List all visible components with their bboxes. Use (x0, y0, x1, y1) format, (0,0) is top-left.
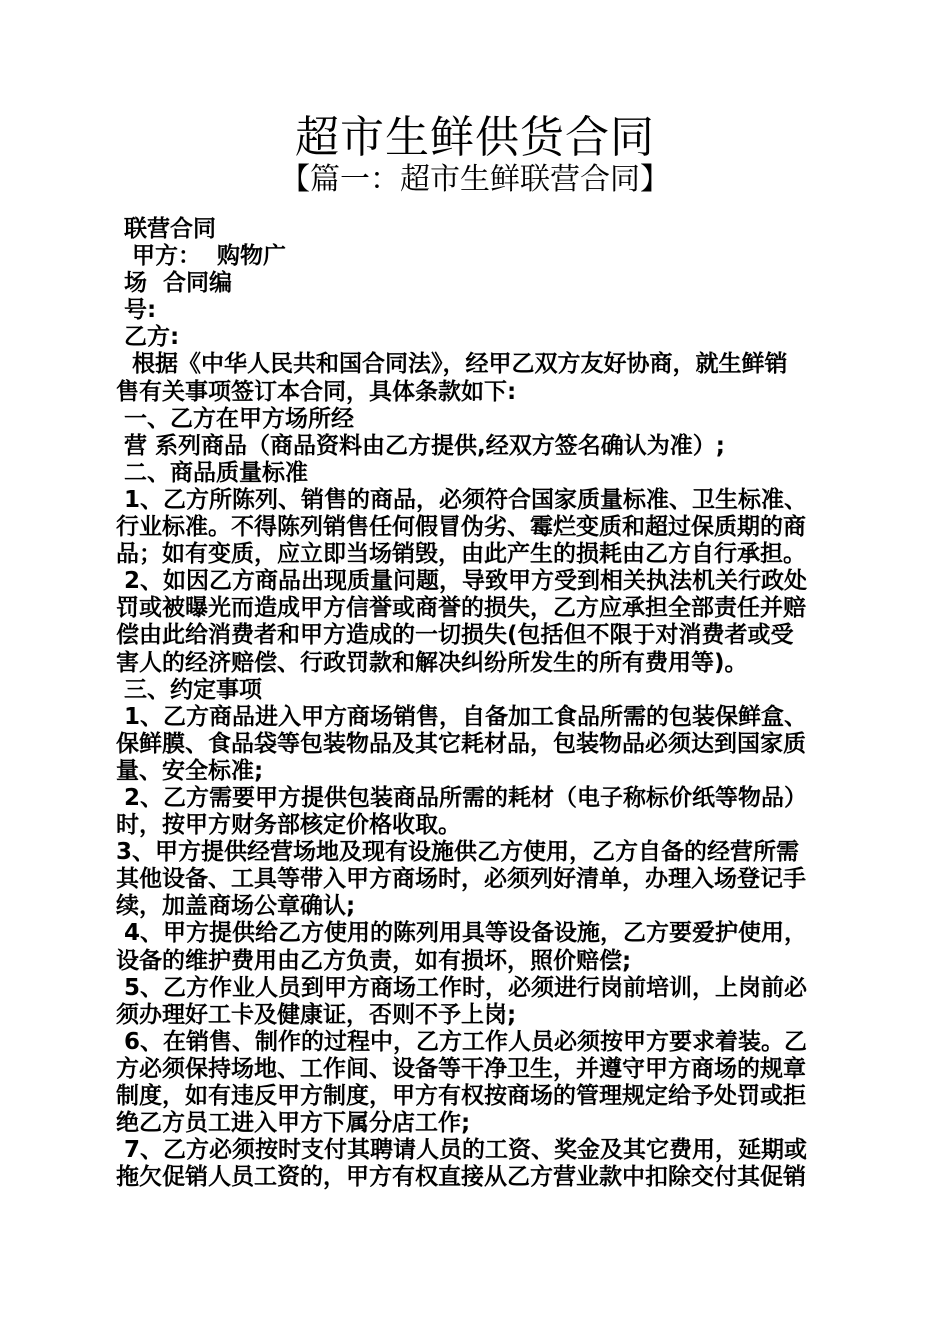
body-line: 售有关事项签订本合同，具体条款如下: (116, 378, 517, 405)
body-line: 一、乙方在甲方场所经 (116, 405, 355, 432)
body-line: 制度，如有违反甲方制度，甲方有权按商场的管理规定给予处罚或拒 (116, 1083, 806, 1109)
document-title: 超市生鲜供货合同 (295, 112, 655, 163)
body-line: 乙方: (116, 324, 180, 351)
body-line: 时，按甲方财务部核定价格收取。 (116, 812, 461, 839)
body-line: 2、如因乙方商品出现质量问题，导致甲方受到相关执法机关行政处 (116, 568, 808, 595)
body-line: 方必须保持场地、工作间、设备等干净卫生，并遵守甲方商场的规章 (116, 1055, 806, 1082)
body-line: 设备的维护费用由乙方负责，如有损坏，照价赔偿; (116, 947, 632, 974)
body-line: 6、在销售、制作的过程中，乙方工作人员必须按甲方要求着装。乙 (116, 1028, 808, 1055)
body-line: 联营合同 (116, 216, 217, 242)
body-line: 保鲜膜、食品袋等包装物品及其它耗材品，包装物品必须达到国家质 (116, 730, 806, 757)
body-line: 绝乙方员工进入甲方下属分店工作; (116, 1110, 471, 1137)
body-line: 5、乙方作业人员到甲方商场工作时，必须进行岗前培训，上岗前必 (116, 974, 808, 1001)
body-line: 甲方： 购物广 (116, 243, 287, 270)
body-line: 偿由此给消费者和甲方造成的一切损失(包括但不限于对消费者或受 (116, 622, 794, 649)
document-subtitle: 【篇一：超市生鲜联营合同】 (280, 162, 670, 197)
body-line: 拖欠促销人员工资的，甲方有权直接从乙方营业款中扣除交付其促销 (116, 1164, 806, 1191)
body-line: 害人的经济赔偿、行政罚款和解决纠纷所发生的所有费用等)。 (116, 649, 748, 676)
body-line: 场 合同编 (116, 270, 233, 297)
body-line: 行业标准。不得陈列销售任何假冒伪劣、霉烂变质和超过保质期的商 (116, 514, 806, 541)
body-line: 罚或被曝光而造成甲方信誉或商誉的损失，乙方应承担全部责任并赔 (116, 595, 806, 622)
body-line: 根据《中华人民共和国合同法》，经甲乙双方友好协商，就生鲜销 (116, 351, 788, 378)
body-line: 2、乙方需要甲方提供包装商品所需的耗材（电子称标价纸等物品） (116, 784, 808, 811)
body-line: 品；如有变质，应立即当场销毁，由此产生的损耗由乙方自行承担。 (116, 541, 806, 568)
body-line: 续，加盖商场公章确认; (116, 893, 356, 920)
body-line: 1、乙方所陈列、销售的商品，必须符合国家质量标准、卫生标准、 (116, 486, 808, 513)
body-line: 4、甲方提供给乙方使用的陈列用具等设备设施，乙方要爱护使用， (116, 920, 808, 947)
body-line: 号: (116, 297, 157, 324)
body-line: 1、乙方商品进入甲方商场销售，自备加工食品所需的包装保鲜盒、 (116, 703, 808, 730)
body-line: 量、安全标准; (116, 757, 264, 784)
body-line: 二、商品质量标准 (116, 459, 309, 486)
body-line: 3、甲方提供经营场地及现有设施供乙方使用，乙方自备的经营所需 (116, 839, 800, 866)
body-line: 营 系列商品（商品资料由乙方提供,经双方签名确认为准）; (116, 432, 725, 459)
contract-body (116, 216, 840, 1191)
body-line: 三、约定事项 (116, 676, 263, 703)
body-line: 其他设备、工具等带入甲方商场时，必须列好清单，办理入场登记手 (116, 866, 806, 893)
body-line: 7、乙方必须按时支付其聘请人员的工资、奖金及其它费用，延期或 (116, 1137, 808, 1164)
body-line: 须办理好工卡及健康证，否则不予上岗; (116, 1001, 517, 1028)
